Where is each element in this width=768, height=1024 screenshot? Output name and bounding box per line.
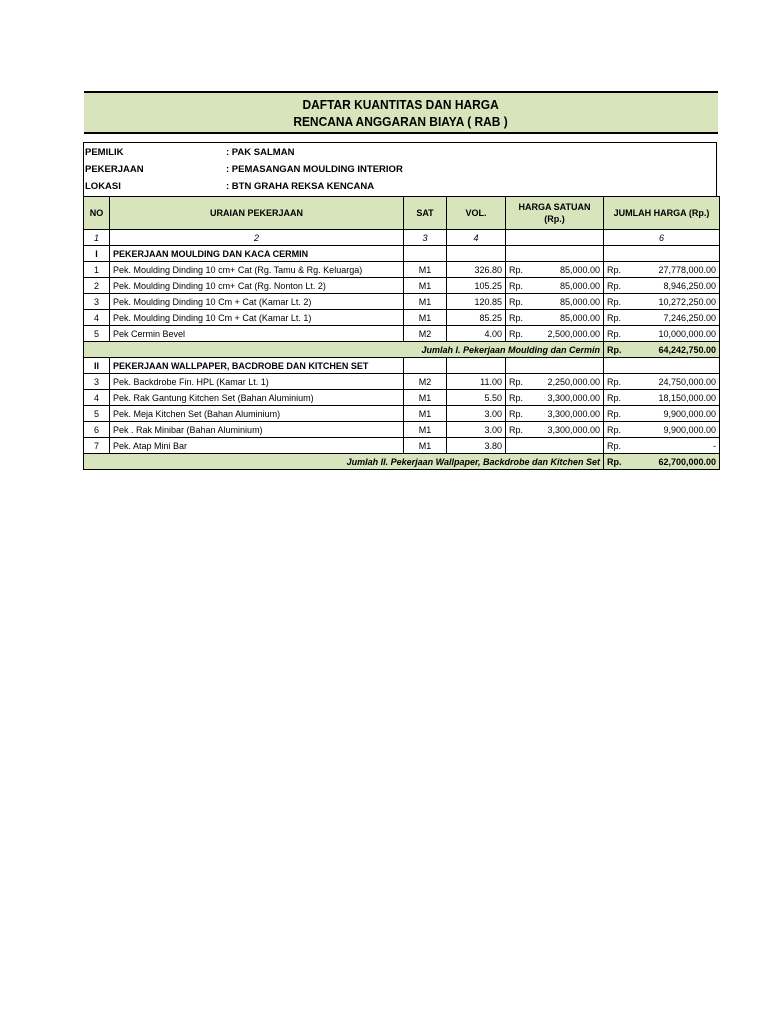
total-currency: Rp. xyxy=(604,310,634,326)
price-currency: Rp. xyxy=(506,262,536,278)
total-currency: Rp. xyxy=(604,278,634,294)
header-sat: SAT xyxy=(404,197,447,230)
item-number: 5 xyxy=(84,406,110,422)
item-description: Pek. Moulding Dinding 10 Cm + Cat (Kamar Lt. 2) xyxy=(110,294,404,310)
item-number: 2 xyxy=(84,278,110,294)
item-total: 9,900,000.00 xyxy=(634,406,720,422)
item-volume: 105.25 xyxy=(447,278,506,294)
table-row xyxy=(84,374,720,390)
item-unit-price: 2,500,000.00 xyxy=(536,326,604,342)
section-title: PEKERJAAN WALLPAPER, BACDROBE DAN KITCHEN SET xyxy=(110,358,404,374)
price-currency: Rp. xyxy=(506,390,536,406)
item-volume: 3.80 xyxy=(447,438,506,454)
item-number: 7 xyxy=(84,438,110,454)
item-number: 3 xyxy=(84,294,110,310)
header-vol: VOL. xyxy=(447,197,506,230)
item-unit: M1 xyxy=(404,422,447,438)
section-title: PEKERJAAN MOULDING DAN KACA CERMIN xyxy=(110,246,404,262)
item-number: 1 xyxy=(84,262,110,278)
table-row xyxy=(84,422,720,438)
item-unit-price: 3,300,000.00 xyxy=(536,422,604,438)
item-unit: M1 xyxy=(404,262,447,278)
empty-cell xyxy=(604,358,720,374)
total-currency: Rp. xyxy=(604,390,634,406)
col-number-empty xyxy=(506,230,604,246)
col-number: 4 xyxy=(447,230,506,246)
item-unit-price: 85,000.00 xyxy=(536,294,604,310)
section-number: II xyxy=(84,358,110,374)
price-currency: Rp. xyxy=(506,310,536,326)
item-unit: M2 xyxy=(404,374,447,390)
price-currency: Rp. xyxy=(506,294,536,310)
item-description: Pek Cermin Bevel xyxy=(110,326,404,342)
total-currency: Rp. xyxy=(604,406,634,422)
item-volume: 3.00 xyxy=(447,406,506,422)
item-unit-price: 85,000.00 xyxy=(536,310,604,326)
subtotal-currency: Rp. xyxy=(604,342,634,358)
document-title xyxy=(84,91,718,134)
item-unit: M1 xyxy=(404,294,447,310)
item-total: 24,750,000.00 xyxy=(634,374,720,390)
price-currency: Rp. xyxy=(506,422,536,438)
item-volume: 85.25 xyxy=(447,310,506,326)
total-currency: Rp. xyxy=(604,262,634,278)
table-row xyxy=(84,278,720,294)
total-currency: Rp. xyxy=(604,326,634,342)
col-number: 6 xyxy=(604,230,720,246)
price-currency: Rp. xyxy=(506,374,536,390)
subtotal-value: 64,242,750.00 xyxy=(634,342,720,358)
header-harga-satuan-line2: (Rp.) xyxy=(544,214,565,224)
total-currency: Rp. xyxy=(604,294,634,310)
item-unit: M1 xyxy=(404,390,447,406)
item-description: Pek. Meja Kitchen Set (Bahan Aluminium) xyxy=(110,406,404,422)
empty-cell xyxy=(404,246,447,262)
item-total: 27,778,000.00 xyxy=(634,262,720,278)
empty-cell xyxy=(506,358,604,374)
table-row xyxy=(84,310,720,326)
info-value: : PAK SALMAN xyxy=(226,147,295,158)
column-number-row xyxy=(84,230,720,246)
item-number: 4 xyxy=(84,310,110,326)
item-volume: 4.00 xyxy=(447,326,506,342)
header-harga-satuan xyxy=(506,197,604,230)
empty-cell xyxy=(506,438,604,454)
item-description: Pek. Atap Mini Bar xyxy=(110,438,404,454)
item-unit: M1 xyxy=(404,406,447,422)
item-description: Pek. Moulding Dinding 10 cm+ Cat (Rg. Nonton Lt. 2) xyxy=(110,278,404,294)
rab-table xyxy=(83,196,720,470)
empty-cell xyxy=(604,246,720,262)
item-unit-price: 3,300,000.00 xyxy=(536,406,604,422)
item-volume: 5.50 xyxy=(447,390,506,406)
item-description: Pek. Moulding Dinding 10 cm+ Cat (Rg. Tamu & Rg. Keluarga) xyxy=(110,262,404,278)
table-row xyxy=(84,438,720,454)
table-header-row xyxy=(84,197,720,230)
item-volume: 120.85 xyxy=(447,294,506,310)
info-label: LOKASI xyxy=(85,181,121,192)
empty-cell xyxy=(447,246,506,262)
header-uraian: URAIAN PEKERJAAN xyxy=(110,197,404,230)
project-info xyxy=(83,142,717,196)
item-total: 9,900,000.00 xyxy=(634,422,720,438)
item-unit: M2 xyxy=(404,326,447,342)
col-number: 1 xyxy=(84,230,110,246)
subtotal-row xyxy=(84,342,720,358)
empty-cell xyxy=(404,358,447,374)
table-row xyxy=(84,390,720,406)
table-row xyxy=(84,262,720,278)
item-description: Pek. Rak Gantung Kitchen Set (Bahan Aluminium) xyxy=(110,390,404,406)
item-unit: M1 xyxy=(404,310,447,326)
table-row xyxy=(84,406,720,422)
total-currency: Rp. xyxy=(604,422,634,438)
item-total: 8,946,250.00 xyxy=(634,278,720,294)
total-currency: Rp. xyxy=(604,374,634,390)
price-currency: Rp. xyxy=(506,326,536,342)
item-unit-price: 85,000.00 xyxy=(536,278,604,294)
subtotal-value: 62,700,000.00 xyxy=(634,454,720,470)
title-line-2: RENCANA ANGGARAN BIAYA ( RAB ) xyxy=(293,113,509,129)
item-unit-price: 85,000.00 xyxy=(536,262,604,278)
info-value: : PEMASANGAN MOULDING INTERIOR xyxy=(226,164,403,175)
col-number: 3 xyxy=(404,230,447,246)
item-description: Pek. Backdrobe Fin. HPL (Kamar Lt. 1) xyxy=(110,374,404,390)
section-number: I xyxy=(84,246,110,262)
item-total: 7,246,250.00 xyxy=(634,310,720,326)
item-total: - xyxy=(634,438,720,454)
item-volume: 11.00 xyxy=(447,374,506,390)
empty-cell xyxy=(447,358,506,374)
item-description: Pek . Rak Minibar (Bahan Aluminium) xyxy=(110,422,404,438)
item-volume: 3.00 xyxy=(447,422,506,438)
info-label: PEMILIK xyxy=(85,147,124,158)
header-harga-satuan-line1: HARGA SATUAN xyxy=(518,202,591,212)
item-number: 3 xyxy=(84,374,110,390)
title-line-1: DAFTAR KUANTITAS DAN HARGA xyxy=(302,96,500,112)
header-jumlah: JUMLAH HARGA (Rp.) xyxy=(604,197,720,230)
item-unit: M1 xyxy=(404,278,447,294)
subtotal-label: Jumlah I. Pekerjaan Moulding dan Cermin xyxy=(84,342,604,358)
subtotal-label: Jumlah II. Pekerjaan Wallpaper, Backdrobe dan Kitchen Set xyxy=(84,454,604,470)
item-unit-price: 3,300,000.00 xyxy=(536,390,604,406)
price-currency: Rp. xyxy=(506,406,536,422)
item-total: 18,150,000.00 xyxy=(634,390,720,406)
item-total: 10,000,000.00 xyxy=(634,326,720,342)
item-unit-price: 2,250,000.00 xyxy=(536,374,604,390)
total-currency: Rp. xyxy=(604,438,634,454)
subtotal-currency: Rp. xyxy=(604,454,634,470)
table-row xyxy=(84,326,720,342)
info-label: PEKERJAAN xyxy=(85,164,144,175)
item-total: 10,272,250.00 xyxy=(634,294,720,310)
item-number: 6 xyxy=(84,422,110,438)
empty-cell xyxy=(506,246,604,262)
header-no: NO xyxy=(84,197,110,230)
item-volume: 326.80 xyxy=(447,262,506,278)
item-number: 5 xyxy=(84,326,110,342)
info-value: : BTN GRAHA REKSA KENCANA xyxy=(226,181,375,192)
item-description: Pek. Moulding Dinding 10 Cm + Cat (Kamar Lt. 1) xyxy=(110,310,404,326)
section-header-row xyxy=(84,358,720,374)
col-number: 2 xyxy=(110,230,404,246)
subtotal-row xyxy=(84,454,720,470)
section-header-row xyxy=(84,246,720,262)
price-currency: Rp. xyxy=(506,278,536,294)
table-row xyxy=(84,294,720,310)
item-number: 4 xyxy=(84,390,110,406)
item-unit: M1 xyxy=(404,438,447,454)
